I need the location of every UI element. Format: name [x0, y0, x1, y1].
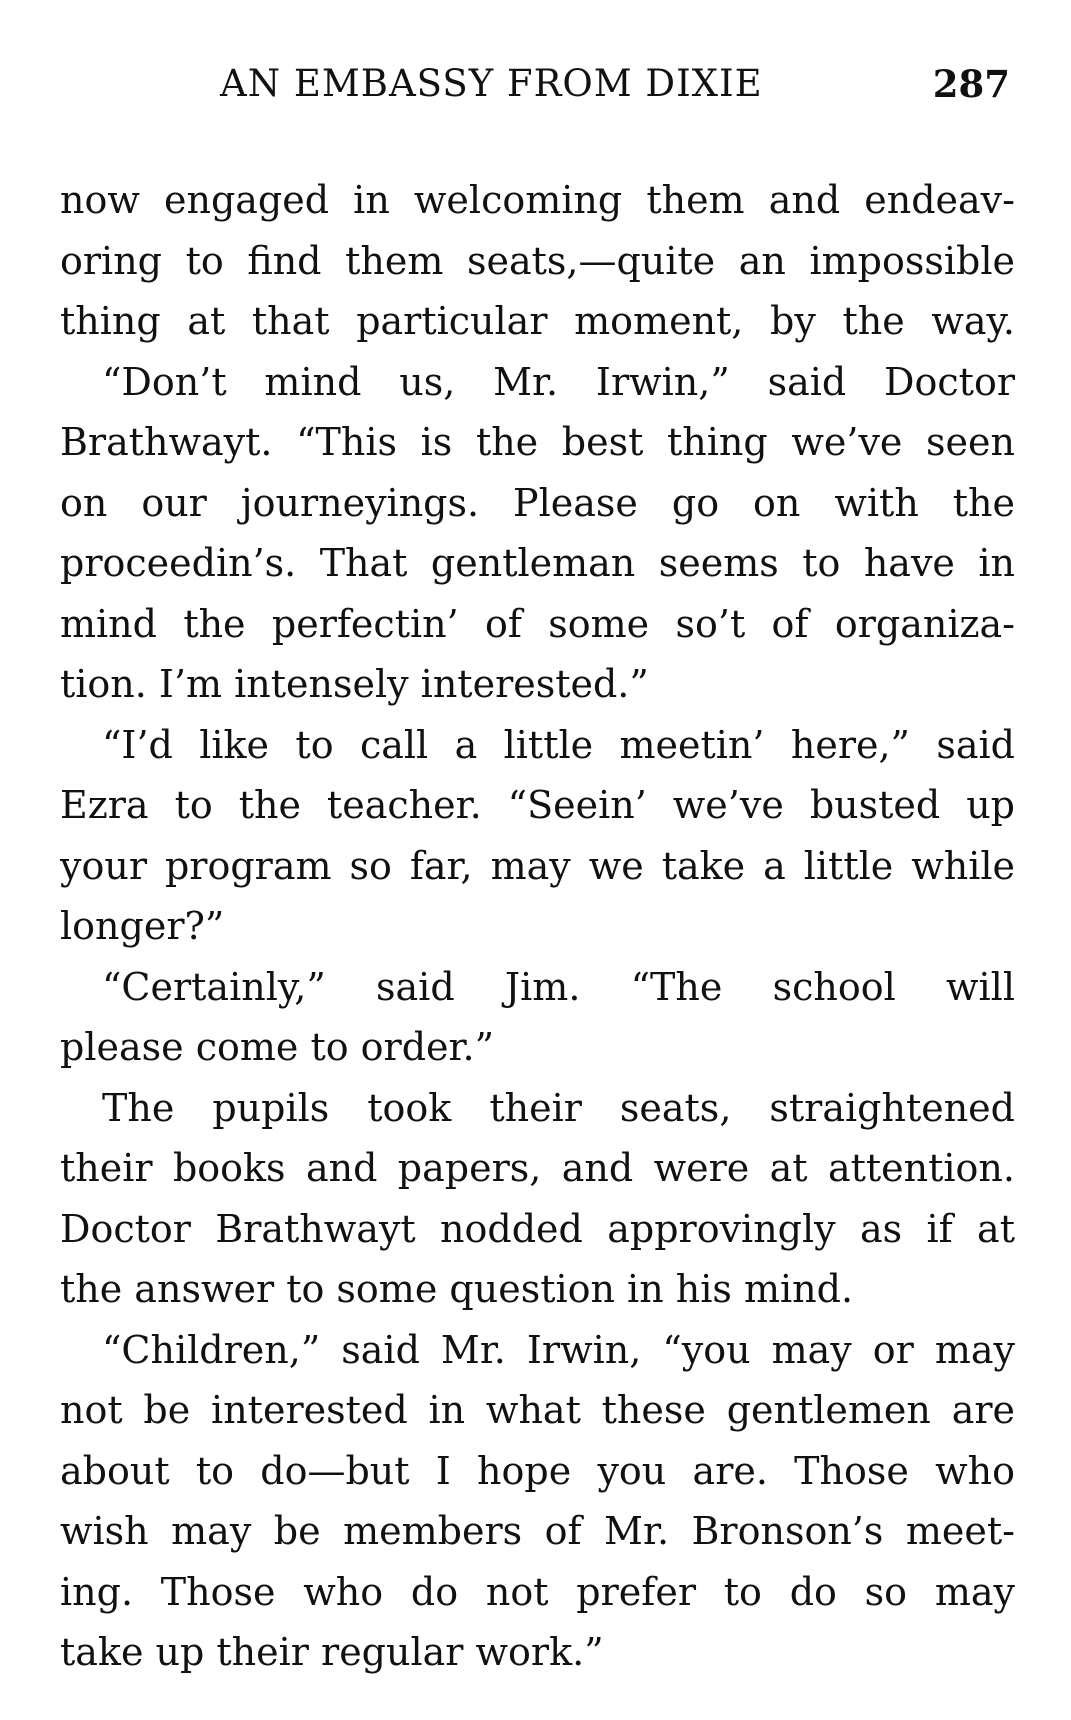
running-head: [60, 62, 1010, 112]
page-number: 287: [932, 62, 1010, 106]
text-line: wish may be members of Mr. Bronson’s meet-: [60, 1509, 1015, 1553]
text-line: proceedin’s. That gentleman seems to have in: [60, 541, 1015, 585]
text-line: not be interested in what these gentlemen are: [60, 1388, 1015, 1432]
text-line: longer?”: [60, 904, 225, 948]
text-line: thing at that particular moment, by the way.: [60, 299, 1015, 343]
text-line: “I’d like to call a little meetin’ here,” said: [102, 722, 1015, 767]
text-line: Brathwayt. “This is the best thing we’ve seen: [60, 420, 1015, 464]
text-line: The pupils took their seats, straightened: [102, 1085, 1015, 1130]
text-line: “Certainly,” said Jim. “The school will: [102, 964, 1015, 1009]
text-line: ing. Those who do not prefer to do so may: [60, 1569, 1015, 1614]
text-line: Ezra to the teacher. “Seein’ we’ve busted up: [60, 783, 1015, 827]
text-line: Doctor Brathwayt nodded approvingly as if at: [60, 1206, 1015, 1251]
text-line: oring to find them seats,—quite an impossible: [60, 238, 1015, 283]
text-line: please come to order.”: [60, 1025, 495, 1069]
text-line: “Children,” said Mr. Irwin, “you may or may: [102, 1327, 1015, 1372]
text-line: their books and papers, and were at attention.: [60, 1146, 1015, 1190]
text-line: the answer to some question in his mind.: [60, 1267, 854, 1311]
body-text: [60, 170, 1015, 1683]
text-line: take up their regular work.”: [60, 1630, 604, 1674]
text-line: now engaged in welcoming them and endeav-: [60, 178, 1015, 222]
text-line: mind the perfectin’ of some so’t of organiza-: [60, 601, 1015, 646]
text-line: your program so far, may we take a little while: [60, 843, 1015, 888]
text-line: about to do—but I hope you are. Those who: [60, 1448, 1015, 1493]
running-title: AN EMBASSY FROM DIXIE: [220, 62, 763, 105]
text-line: tion. I’m intensely interested.”: [60, 662, 649, 706]
text-line: on our journeyings. Please go on with the: [60, 480, 1015, 525]
text-line: “Don’t mind us, Mr. Irwin,” said Doctor: [102, 359, 1015, 404]
